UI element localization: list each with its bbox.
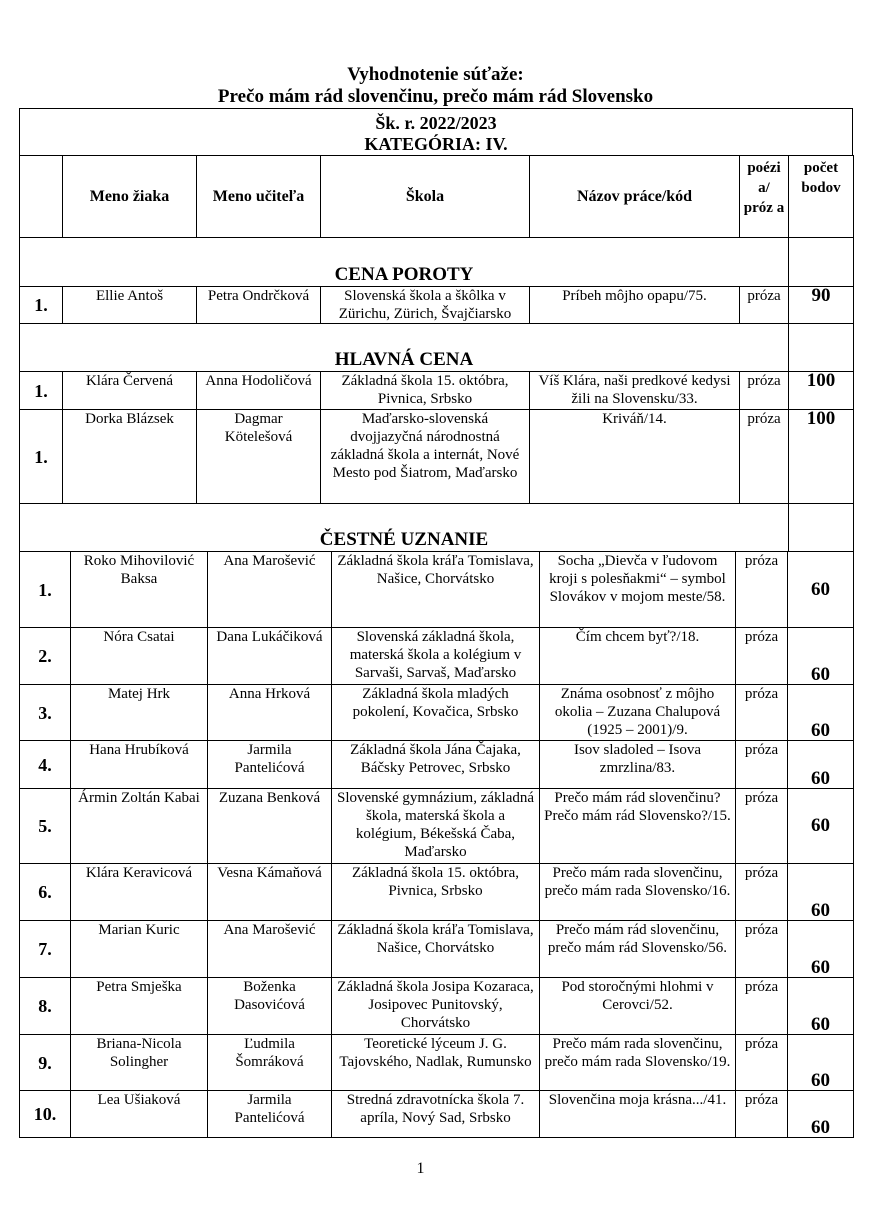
table-row — [20, 978, 854, 1035]
teacher-cell: Jarmila Pantelićová — [208, 1091, 332, 1138]
col-work: Názov práce/kód — [530, 156, 740, 238]
teacher-cell: Petra Ondrčková — [197, 287, 321, 324]
teacher-cell: Ľudmila Šomráková — [208, 1035, 332, 1091]
rank-cell: 1. — [20, 410, 63, 504]
table-row — [20, 789, 854, 864]
points-cell: 100 — [789, 410, 854, 504]
points-cell: 60 — [788, 978, 854, 1035]
section-row — [20, 504, 854, 552]
student-cell: Ármin Zoltán Kabai — [71, 789, 208, 864]
points-cell: 100 — [789, 372, 854, 410]
work-cell: Čím chcem byť?/18. — [540, 628, 736, 685]
school-cell: Základná škola Josipa Kozaraca, Josipovec Punitovský, Chorvátsko — [332, 978, 540, 1035]
school-cell: Základná škola kráľa Tomislava, Našice, Chorvátsko — [332, 552, 540, 628]
student-cell: Lea Ušiaková — [71, 1091, 208, 1138]
table-row — [20, 552, 854, 628]
type-cell: próza — [736, 789, 788, 864]
type-cell: próza — [736, 552, 788, 628]
school-cell: Teoretické lýceum J. G. Tajovského, Nadlak, Rumunsko — [332, 1035, 540, 1091]
points-cell: 60 — [788, 1035, 854, 1091]
results-table-honorable — [19, 551, 854, 1138]
table-row — [20, 410, 854, 504]
document-subtitle: Prečo mám rád slovenčinu, prečo mám rád Slovensko — [217, 86, 654, 107]
work-cell: Prečo mám rád slovenčinu, prečo mám rád Slovensko/56. — [540, 921, 736, 978]
type-cell: próza — [736, 1035, 788, 1091]
empty-cell — [789, 504, 854, 552]
col-type: poézi a/ próz a — [740, 156, 789, 238]
teacher-cell: Dana Lukáčiková — [208, 628, 332, 685]
student-cell: Matej Hrk — [71, 685, 208, 741]
student-cell: Briana-Nicola Solingher — [71, 1035, 208, 1091]
rank-cell: 3. — [20, 685, 71, 741]
page-number: 1 — [416, 1160, 425, 1177]
student-cell: Petra Smješka — [71, 978, 208, 1035]
school-year: Šk. r. 2022/2023 — [375, 113, 497, 133]
work-cell: Slovenčina moja krásna.../41. — [540, 1091, 736, 1138]
work-cell: Isov sladoled – Isova zmrzlina/83. — [540, 741, 736, 789]
year-category-header — [19, 108, 853, 156]
school-cell: Slovenská škola a škôlka v Zürichu, Zürich, Švajčiarsko — [321, 287, 530, 324]
work-cell: Príbeh môjho opapu/75. — [530, 287, 740, 324]
table-row — [20, 741, 854, 789]
student-cell: Klára Červená — [63, 372, 197, 410]
student-cell: Marian Kuric — [71, 921, 208, 978]
type-cell: próza — [736, 864, 788, 921]
rank-cell: 2. — [20, 628, 71, 685]
type-cell: próza — [736, 628, 788, 685]
empty-cell — [789, 324, 854, 372]
results-table-top — [19, 155, 854, 552]
student-cell: Klára Keravicová — [71, 864, 208, 921]
col-rank — [20, 156, 63, 238]
col-school: Škola — [321, 156, 530, 238]
points-cell: 60 — [788, 628, 854, 685]
school-cell: Slovenská základná škola, materská škola a kolégium v Sarvaši, Sarvaš, Maďarsko — [332, 628, 540, 685]
school-cell: Základná škola mladých pokolení, Kovačica, Srbsko — [332, 685, 540, 741]
type-cell: próza — [740, 287, 789, 324]
section-row — [20, 324, 854, 372]
category-label: KATEGÓRIA: IV. — [364, 134, 508, 154]
type-cell: próza — [740, 372, 789, 410]
table-row — [20, 685, 854, 741]
section-hlavna-cena: HLAVNÁ CENA — [20, 324, 789, 372]
work-cell: Prečo mám rád slovenčinu? Prečo mám rád Slovensko?/15. — [540, 789, 736, 864]
col-points: počet bodov — [789, 156, 854, 238]
school-cell: Základná škola Jána Čajaka, Báčsky Petrovec, Srbsko — [332, 741, 540, 789]
points-cell: 90 — [789, 287, 854, 324]
table-row — [20, 628, 854, 685]
rank-cell: 6. — [20, 864, 71, 921]
school-cell: Slovenské gymnázium, základná škola, materská škola a kolégium, Békešská Čaba, Maďarsko — [332, 789, 540, 864]
student-cell: Ellie Antoš — [63, 287, 197, 324]
teacher-cell: Boženka Dasovićová — [208, 978, 332, 1035]
rank-cell: 1. — [20, 552, 71, 628]
teacher-cell: Ana Marošević — [208, 921, 332, 978]
type-cell: próza — [736, 685, 788, 741]
type-cell: próza — [736, 921, 788, 978]
teacher-cell: Zuzana Benková — [208, 789, 332, 864]
points-cell: 60 — [788, 789, 854, 864]
teacher-cell: Jarmila Pantelićová — [208, 741, 332, 789]
type-cell: próza — [736, 741, 788, 789]
points-cell: 60 — [788, 552, 854, 628]
work-cell: Známa osobnosť z môjho okolia – Zuzana Chalupová (1925 – 2001)/9. — [540, 685, 736, 741]
table-row — [20, 1035, 854, 1091]
col-teacher: Meno učiteľa — [197, 156, 321, 238]
student-cell: Dorka Blázsek — [63, 410, 197, 504]
school-cell: Základná škola 15. októbra, Pivnica, Srbsko — [321, 372, 530, 410]
points-cell: 60 — [788, 1091, 854, 1138]
points-cell: 60 — [788, 864, 854, 921]
teacher-cell: Anna Hrková — [208, 685, 332, 741]
student-cell: Nóra Csatai — [71, 628, 208, 685]
school-cell: Základná škola 15. októbra, Pivnica, Srbsko — [332, 864, 540, 921]
table-row — [20, 1091, 854, 1138]
work-cell: Prečo mám rada slovenčinu, prečo mám rada Slovensko/16. — [540, 864, 736, 921]
points-cell: 60 — [788, 685, 854, 741]
work-cell: Kriváň/14. — [530, 410, 740, 504]
section-cena-poroty: CENA POROTY — [20, 238, 789, 287]
teacher-cell: Anna Hodoličová — [197, 372, 321, 410]
type-cell: próza — [736, 978, 788, 1035]
rank-cell: 9. — [20, 1035, 71, 1091]
section-row — [20, 238, 854, 287]
work-cell: Pod storočnými hlohmi v Cerovci/52. — [540, 978, 736, 1035]
section-cestne-uznanie: ČESTNÉ UZNANIE — [20, 504, 789, 552]
table-row — [20, 287, 854, 324]
school-cell: Základná škola kráľa Tomislava, Našice, Chorvátsko — [332, 921, 540, 978]
work-cell: Víš Klára, naši predkové kedysi žili na Slovensku/33. — [530, 372, 740, 410]
student-cell: Hana Hrubíková — [71, 741, 208, 789]
teacher-cell: Vesna Kámaňová — [208, 864, 332, 921]
teacher-cell: Ana Marošević — [208, 552, 332, 628]
rank-cell: 1. — [20, 287, 63, 324]
points-cell: 60 — [788, 741, 854, 789]
empty-cell — [789, 238, 854, 287]
rank-cell: 10. — [20, 1091, 71, 1138]
rank-cell: 5. — [20, 789, 71, 864]
table-row — [20, 372, 854, 410]
points-cell: 60 — [788, 921, 854, 978]
teacher-cell: Dagmar Kötelešová — [197, 410, 321, 504]
school-cell: Maďarsko-slovenská dvojjazyčná národnostná základná škola a internát, Nové Mesto pod Šiatrom, Maďarsko — [321, 410, 530, 504]
rank-cell: 7. — [20, 921, 71, 978]
work-cell: Socha „Dievča v ľudovom kroji s polesňakmi“ – symbol Slovákov v mojom meste/58. — [540, 552, 736, 628]
table-row — [20, 864, 854, 921]
rank-cell: 8. — [20, 978, 71, 1035]
work-cell: Prečo mám rada slovenčinu, prečo mám rada Slovensko/19. — [540, 1035, 736, 1091]
rank-cell: 1. — [20, 372, 63, 410]
column-header-row — [20, 156, 854, 238]
rank-cell: 4. — [20, 741, 71, 789]
col-student: Meno žiaka — [63, 156, 197, 238]
school-cell: Stredná zdravotnícka škola 7. apríla, Nový Sad, Srbsko — [332, 1091, 540, 1138]
table-row — [20, 921, 854, 978]
type-cell: próza — [740, 410, 789, 504]
student-cell: Roko Mihovilović Baksa — [71, 552, 208, 628]
type-cell: próza — [736, 1091, 788, 1138]
document-title: Vyhodnotenie súťaže: — [347, 64, 524, 85]
